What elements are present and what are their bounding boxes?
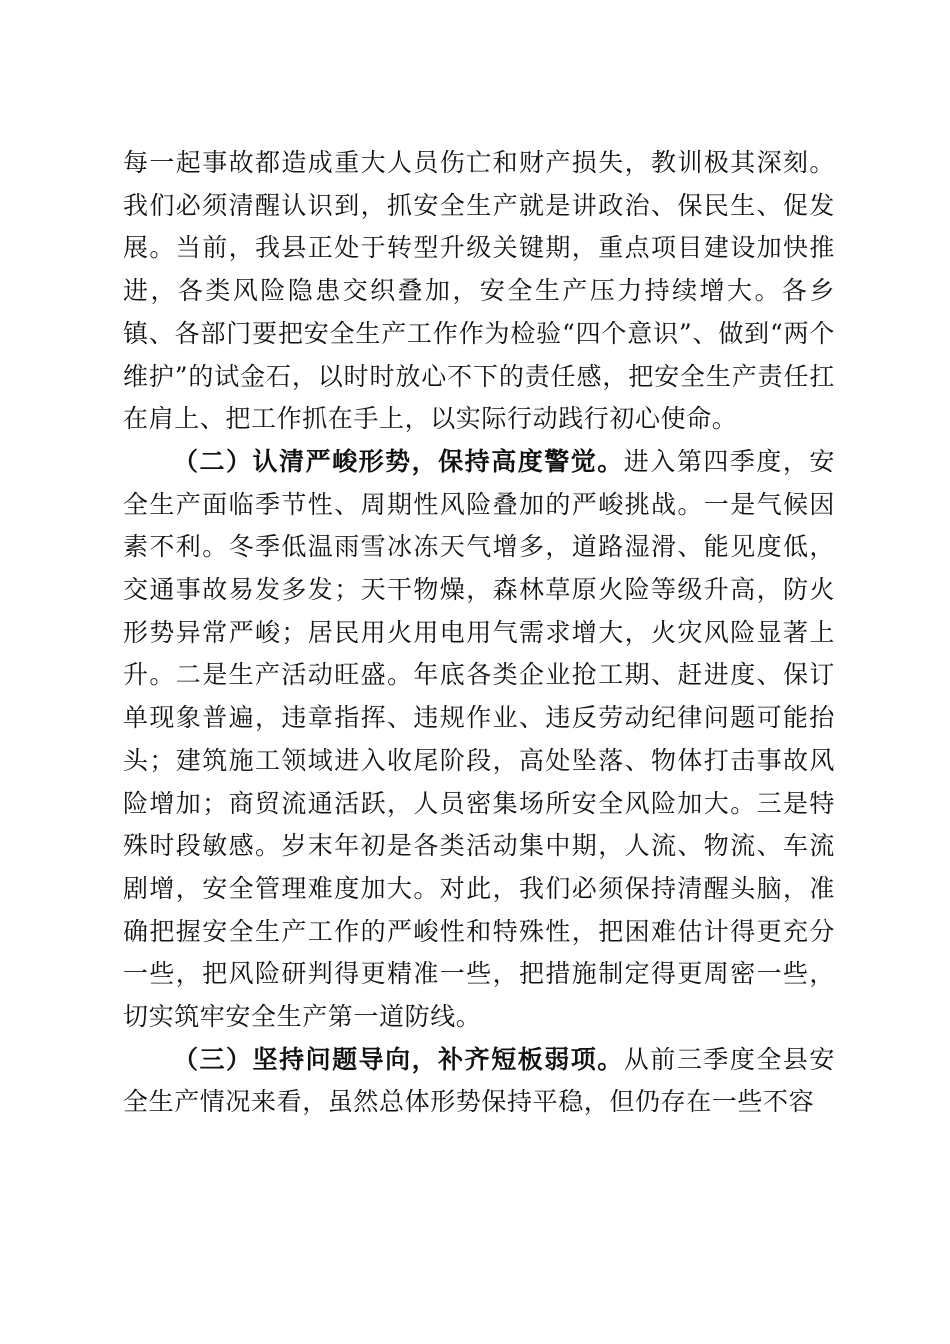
paragraph-1-body: 每一起事故都造成重大人员伤亡和财产损失，教训极其深刻。我们必须清醒认识到，抓安全生产就是讲政治、保民生、促发展。当前，我县正处于转型升级关键期，重点项目建设加快推进，各类风险隐患交织叠加，安全生产压力持续增大。各乡镇、各部门要把安全生产工作作为检验“四个意识”、做到“两个维护”的试金石，以时时放心不下的责任感，把安全生产责任扛在肩上、把工作抓在手上，以实际行动践行初心使命。 — [123, 148, 835, 434]
section-heading-2: （二）认清严峻形势，保持高度警觉。 — [173, 446, 624, 476]
paragraph-1 — [123, 142, 835, 441]
paragraph-2-body: 进入第四季度，安全生产面临季节性、周期性风险叠加的严峻挑战。一是气候因素不利。冬季低温雨雪冰冻天气增多，道路湿滑、能见度低，交通事故易发多发；天干物燥，森林草原火险等级升高，防火形势异常严峻；居民用火用电用气需求增大，火灾风险显著上升。二是生产活动旺盛。年底各类企业抢工期、赶进度、保订单现象普遍，违章指挥、违规作业、违反劳动纪律问题可能抬头；建筑施工领域进入收尾阶段，高处坠落、物体打击事故风险增加；商贸流通活跃，人员密集场所安全风险加大。三是特殊时段敏感。岁末年初是各类活动集中期，人流、物流、车流剧增，安全管理难度加大。对此，我们必须保持清醒头脑，准确把握安全生产工作的严峻性和特殊性，把困难估计得更充分一些，把风险研判得更精准一些，把措施制定得更周密一些，切实筑牢安全生产第一道防线。 — [123, 446, 835, 1032]
body-text — [123, 142, 835, 1124]
paragraph-3-body: 从前三季度全县安全生产情况来看，虽然总体形势保持平稳，但仍存在一些不容 — [123, 1044, 835, 1117]
paragraph-2 — [123, 441, 835, 1039]
paragraph-3 — [123, 1039, 835, 1124]
section-heading-3: （三）坚持问题导向，补齐短板弱项。 — [173, 1044, 624, 1074]
